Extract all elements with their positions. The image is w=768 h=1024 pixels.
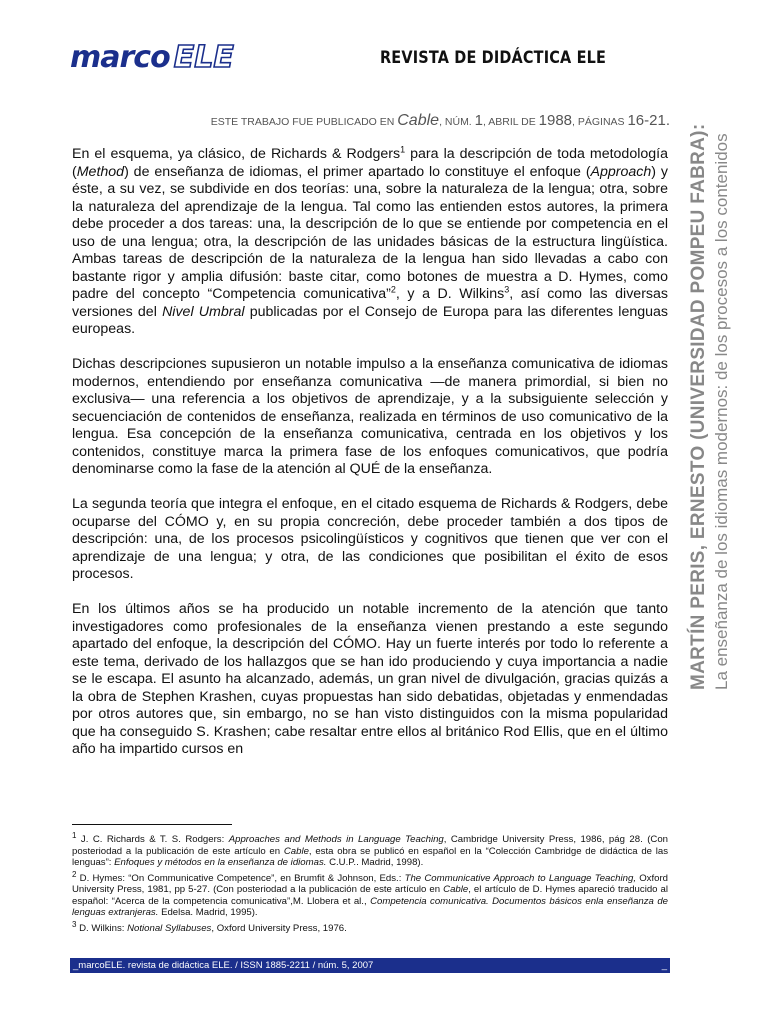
footnote-number: 1 — [72, 831, 77, 840]
text-run: , Cambridge University Press, 1986, pág 28. (Con posteriodad a la publicación de este artículo en — [72, 834, 668, 857]
footnote-number: 2 — [72, 869, 77, 879]
footer-text: _marcoELE. revista de didáctica ELE. / ISSN 1885-2211 / núm. 5, 2007 — [73, 960, 374, 971]
footnote-1 — [72, 830, 668, 869]
text-italic: Competencia comunicativa. Documentos básicos enla enseñanza de lenguas extranjeras. — [72, 895, 668, 919]
logo-ele-text: ELE — [173, 40, 234, 75]
publication-pages-label: , PÁGINAS — [572, 116, 628, 128]
publication-note — [70, 112, 670, 130]
footnote-divider — [72, 824, 232, 825]
footnotes — [72, 830, 668, 935]
text-run: para la descripción de toda metodología ( — [72, 146, 668, 180]
journal-title: REVISTA DE DIDÁCTICA ELE — [380, 48, 607, 68]
logo-marco-text: marco — [70, 40, 170, 75]
paragraph: Dichas descripciones supusieron un notable impulso a la enseñanza comunicativa de idiomas modernos, entendiendo por enseñanza comunicativa —de manera primordial, si bien no exclusiva— una referencia a los objetivos de aprendizaje, y a la subsiguiente selección y secuenciación de contenidos de enseñanza, realizada en términos de uso comunicativo de la lengua. Esa concepción de la enseñanza comunicativa, centrada en los objetivos y los contenidos, constituye marca la primera fase de los enfoques comunicativos, que podría denominarse como la fase de la atención al QUÉ de la enseñanza. — [72, 356, 668, 477]
footnote-3 — [72, 919, 668, 935]
text-italic: The Communicative Approach to Language Teaching, — [404, 872, 636, 884]
text-run: ) de enseñanza de idiomas, el primer apartado lo constituye el enfoque ( — [124, 163, 591, 180]
text-italic: Nivel Umbral — [162, 303, 245, 320]
side-running-title — [688, 123, 752, 690]
text-run: Oxford University Press, 1981, pp 5-27. (Con posteriodad a la publicación de este artículo en — [72, 872, 668, 896]
footnote-ref-1: 1 — [400, 144, 406, 155]
paragraph — [72, 146, 668, 339]
text-run: D. Wilkins: — [76, 923, 128, 935]
text-run: ) y éste, a su vez, se subdivide en dos teorías: una, sobre la naturaleza de la lengua; otra, sobre la naturaleza del aprendizaje de la lengua. Tal como las entienden estos autores, la primera debe proceder a dos tareas: una, la descripción de lo que se entiende por competencia en el uso de una lengua; otra, la descripción de las unidades básicas de la estructura lingüística. Ambas tareas de descripción de la naturaleza de la lengua han sido llevadas a cabo con bastante rigor y amplia difusión: baste citar, como botones de muestra a D. Hymes, como padre del concepto “Competencia comunicativa” — [72, 163, 668, 302]
publication-journal: Cable — [397, 112, 440, 129]
footnote-2 — [72, 869, 668, 919]
footer-bar — [70, 958, 670, 973]
text-run: C.U.P.. Madrid, 1998). — [326, 857, 424, 869]
publication-num: 1 — [474, 112, 483, 129]
text-run: , así como las diversas versiones del — [72, 286, 668, 320]
text-run: , esta obra se publicó en español en la “Colección Cambridge de didáctica de las lenguas”: — [72, 845, 669, 869]
footnote-number: 3 — [72, 919, 77, 929]
text-italic: Cable — [283, 845, 309, 857]
publication-year: 1988 — [538, 112, 573, 129]
footer-right: _ — [661, 960, 667, 971]
publication-date-label: , ABRIL DE — [483, 116, 539, 128]
paragraph: En los últimos años se ha producido un notable incremento de la atención que tanto investigadores como profesionales de la enseñanza vienen prestando a este segundo apartado del enfoque, la descripción del CÓMO. Hay un fuerte interés por todo lo referente a este tema, derivado de los hallazgos que se han ido produciendo y cuya importancia a nadie se le escapa. El asunto ha alcanzado, además, un gran nivel de divulgación, gracias quizás a la obra de Stephen Krashen, cuyas propuestas han sido debatidas, objetadas y enmendadas por otros autores que, sin embargo, no se han visto distinguidos con la misma popularidad que ha conseguido S. Krashen; cabe resaltar entre ellos al británico Rod Ellis, que en el último año ha impartido cursos en — [72, 601, 668, 757]
text-italic: Approaches and Methods in Language Teaching — [228, 834, 444, 846]
footnote-ref-3: 3 — [504, 284, 510, 295]
text-run: Edelsa. Madrid, 1995). — [158, 907, 258, 919]
side-author: MARTÍN PERIS, ERNESTO (UNIVERSIDAD POMPEU FABRA): — [688, 123, 709, 690]
text-italic: Notional Syllabuses — [127, 923, 212, 935]
article-body — [72, 146, 668, 776]
text-italic: Enfoques y métodos en la enseñanza de idiomas. — [114, 857, 327, 869]
publication-num-label: , NÚM. — [439, 116, 475, 128]
marcoele-logo — [70, 40, 234, 75]
text-italic: Method — [76, 163, 125, 180]
publication-prefix: ESTE TRABAJO FUE PUBLICADO EN — [210, 116, 398, 128]
text-run: D. Hymes: “On Communicative Competence”, en Brumfit & Johnson, Eds.: — [76, 872, 405, 884]
side-article-title: La enseñanza de los idiomas modernos: de los procesos a los contenidos — [712, 133, 731, 690]
footnote-ref-2: 2 — [390, 284, 396, 295]
text-run: publicadas por el Consejo de Europa para las diferentes lenguas europeas. — [72, 303, 668, 337]
journal-header — [70, 40, 670, 80]
text-run: En el esquema, ya clásico, de Richards & Rodgers — [72, 146, 401, 162]
text-run: J. C. Richards & T. S. Rodgers: — [76, 834, 229, 846]
text-run: , y a D. Wilkins — [395, 286, 505, 302]
text-italic: Approach — [590, 163, 652, 180]
text-italic: Cable — [443, 884, 469, 896]
text-run: , el artículo de D. Hymes apareció traducido al español: “Acerca de la competencia comunicativa”,M. Llobera et al., — [72, 884, 669, 907]
publication-pages: 16-21. — [627, 112, 670, 129]
paragraph: La segunda teoría que integra el enfoque, en el citado esquema de Richards & Rodgers, debe ocuparse del CÓMO y, en su propia concreción, debe proceder también a dos tipos de descripción: una, de los procesos psicolingüísticos y cognitivos que tienen que ver con el aprendizaje de una lengua; y otra, de las condiciones que posibilitan el éxito de esos procesos. — [72, 496, 668, 582]
text-run: , Oxford University Press, 1976. — [211, 923, 347, 935]
